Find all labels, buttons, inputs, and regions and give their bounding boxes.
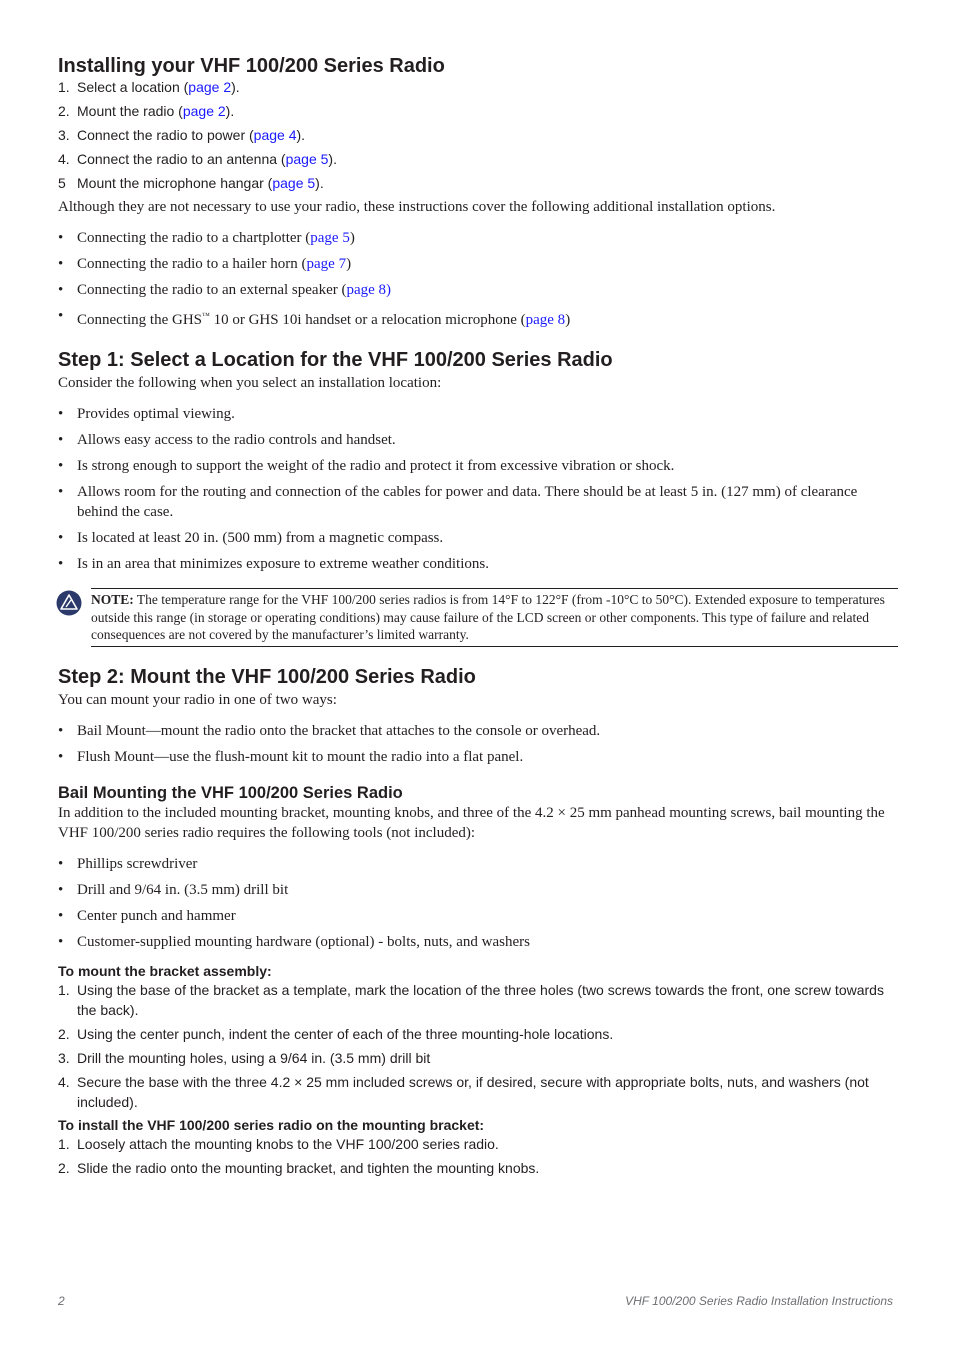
- step-number: 2.: [58, 103, 70, 119]
- step-number: 3.: [58, 127, 70, 143]
- list-item: [58, 101, 898, 121]
- bullet: •: [58, 530, 64, 546]
- step-number: 1.: [58, 981, 70, 998]
- page-content: [58, 53, 898, 1182]
- item-text: Center punch and hammer: [77, 907, 236, 924]
- list-item: [58, 932, 898, 952]
- step1-intro: Consider the following when you select an installation location:: [58, 375, 442, 391]
- step-text: Secure the base with the three 4.2 × 25 mm included screws or, if desired, secure with appropriate bolts, nuts, and washers (not included).: [77, 1073, 869, 1110]
- step-end: ).: [328, 151, 337, 167]
- section-title-installing: Installing your VHF 100/200 Series Radio: [58, 55, 445, 77]
- install-radio-steps-list: [58, 1134, 898, 1178]
- step-number: 2.: [58, 1159, 70, 1176]
- item-text: Drill and 9/64 in. (3.5 mm) drill bit: [77, 881, 289, 898]
- item-text: Is strong enough to support the weight of the radio and protect it from excessive vibration or shock.: [77, 458, 675, 474]
- bullet: •: [58, 484, 64, 500]
- list-item: [58, 1024, 898, 1044]
- note-callout: [58, 588, 898, 647]
- item-text: Is in an area that minimizes exposure to extreme weather conditions.: [77, 556, 489, 572]
- bracket-steps-list: [58, 980, 898, 1112]
- bullet: •: [58, 256, 64, 272]
- procedure-title-bracket: To mount the bracket assembly:: [58, 962, 272, 979]
- bullet: •: [58, 406, 64, 422]
- page-link[interactable]: page 8): [346, 282, 392, 298]
- step-end: ).: [225, 103, 235, 119]
- bullet: •: [58, 432, 64, 448]
- list-item: [58, 77, 898, 97]
- step-text: Select a location (: [77, 79, 189, 95]
- location-criteria-list: [58, 404, 898, 574]
- page-link[interactable]: page 5: [285, 151, 329, 167]
- bullet: •: [58, 458, 64, 474]
- install-intro: Although they are not necessary to use your radio, these instructions cover the following additional installation options.: [58, 199, 776, 215]
- bullet: •: [58, 722, 64, 739]
- list-item: [58, 149, 898, 169]
- item-text: Phillips screwdriver: [77, 855, 198, 872]
- warning-triangle-icon: [56, 590, 82, 616]
- step-number: 2.: [58, 1025, 70, 1042]
- step-end: ).: [315, 175, 324, 191]
- option-text: Connecting the radio to an external speaker (: [77, 282, 347, 298]
- page-number: 2: [58, 1294, 65, 1308]
- item-text: Customer-supplied mounting hardware (optional) - bolts, nuts, and washers: [77, 933, 530, 950]
- step-number: 5: [58, 175, 66, 191]
- subsection-title-bail: Bail Mounting the VHF 100/200 Series Radio: [58, 783, 403, 802]
- option-end: ): [349, 230, 355, 246]
- step-text: Connect the radio to an antenna (: [77, 151, 286, 167]
- list-item: [58, 173, 898, 193]
- note-body: The temperature range for the VHF 100/200 series radios is from 14°F to 122°F (from -10°C to 50°C). Extended exposure to temperatures outside this range (in storage or operating conditions) may cause failure of the LCD screen or other components. This type of failure and related consequences are not covered by the manufacturer’s limited warranty.: [91, 592, 885, 642]
- item-text: Is located at least 20 in. (500 mm) from a magnetic compass.: [77, 530, 444, 546]
- tools-list: [58, 854, 898, 952]
- list-item: [58, 306, 898, 330]
- step-text: Mount the microphone hangar (: [77, 175, 273, 191]
- step-end: ).: [296, 127, 306, 143]
- page-link[interactable]: page 8: [525, 312, 566, 328]
- item-text: Bail Mount—mount the radio onto the bracket that attaches to the console or overhead.: [77, 722, 601, 739]
- note-text-block: [91, 588, 898, 647]
- step-text: Using the base of the bracket as a template, mark the location of the three holes (two screws towards the front, one screw towards the back).: [77, 981, 884, 1018]
- procedure-title-install: To install the VHF 100/200 series radio on the mounting bracket:: [58, 1116, 485, 1133]
- step-number: 3.: [58, 1049, 70, 1066]
- page-footer: [58, 1294, 893, 1308]
- list-item: [58, 528, 898, 548]
- item-text: Provides optimal viewing.: [77, 406, 235, 422]
- list-item: [58, 482, 898, 522]
- bullet: •: [58, 282, 64, 298]
- option-end: ): [565, 312, 571, 328]
- list-item: [58, 906, 898, 926]
- step-number: 4.: [58, 1073, 70, 1090]
- page-link[interactable]: page 5: [272, 175, 316, 191]
- bullet: •: [58, 230, 64, 246]
- list-item: [58, 1072, 898, 1112]
- option-text: Connecting the GHS: [77, 312, 202, 328]
- list-item: [58, 228, 898, 248]
- page-link[interactable]: page 7: [306, 256, 347, 272]
- option-text: Connecting the radio to a hailer horn (: [77, 256, 307, 272]
- page-link[interactable]: page 4: [253, 127, 297, 143]
- step-end: ).: [231, 79, 240, 95]
- item-text: Allows easy access to the radio controls and handset.: [77, 432, 396, 448]
- list-item: [58, 404, 898, 424]
- bullet: •: [58, 308, 64, 324]
- step-text: Mount the radio (: [77, 103, 183, 119]
- list-item: [58, 456, 898, 476]
- step-text: Drill the mounting holes, using a 9/64 in. (3.5 mm) drill bit: [77, 1049, 431, 1066]
- option-end: ): [346, 256, 352, 272]
- list-item: [58, 280, 898, 300]
- bullet: •: [58, 907, 64, 924]
- step-text: Slide the radio onto the mounting bracket, and tighten the mounting knobs.: [77, 1159, 540, 1176]
- page-link[interactable]: page 2: [188, 79, 232, 95]
- install-options-list: [58, 228, 898, 330]
- bullet: •: [58, 748, 64, 765]
- page-link[interactable]: page 2: [182, 103, 226, 119]
- step-number: 4.: [58, 151, 70, 167]
- mount-types-list: [58, 721, 898, 767]
- step-number: 1.: [58, 1135, 70, 1152]
- list-item: [58, 854, 898, 874]
- step-text: Using the center punch, indent the center of each of the three mounting-hole locations.: [77, 1025, 614, 1042]
- page-link[interactable]: page 5: [310, 230, 350, 246]
- bail-intro: In addition to the included mounting bracket, mounting knobs, and three of the 4.2 × 25 mm panhead mounting screws, bail mounting the VHF 100/200 series radio requires the following tools (not included):: [58, 804, 885, 841]
- option-text: Connecting the radio to a chartplotter (: [77, 230, 311, 246]
- section-title-step1: Step 1: Select a Location for the VHF 100/200 Series Radio: [58, 349, 613, 371]
- section-title-step2: Step 2: Mount the VHF 100/200 Series Radio: [58, 665, 476, 688]
- step-text: Loosely attach the mounting knobs to the VHF 100/200 series radio.: [77, 1135, 499, 1152]
- item-text: Allows room for the routing and connection of the cables for power and data. There should be at least 5 in. (127 mm) of clearance behind the case.: [77, 484, 858, 520]
- trademark-mark: ™: [202, 311, 210, 320]
- list-item: [58, 254, 898, 274]
- step-number: 1.: [58, 79, 70, 95]
- bullet: •: [58, 881, 64, 898]
- item-text: Flush Mount—use the flush-mount kit to mount the radio into a flat panel.: [77, 748, 524, 765]
- list-item: [58, 980, 898, 1020]
- note-label: NOTE:: [91, 592, 134, 607]
- list-item: [58, 554, 898, 574]
- bullet: •: [58, 855, 64, 872]
- bullet: •: [58, 556, 64, 572]
- bullet: •: [58, 933, 64, 950]
- list-item: [58, 1158, 898, 1178]
- list-item: [58, 1134, 898, 1154]
- step2-intro: You can mount your radio in one of two ways:: [58, 691, 337, 708]
- list-item: [58, 430, 898, 450]
- list-item: [58, 125, 898, 145]
- list-item: [58, 880, 898, 900]
- list-item: [58, 1048, 898, 1068]
- list-item: [58, 721, 898, 741]
- install-steps-list: [58, 77, 898, 193]
- document-title: VHF 100/200 Series Radio Installation Instructions: [625, 1294, 893, 1308]
- step-text: Connect the radio to power (: [77, 127, 254, 143]
- option-text: 10 or GHS 10i handset or a relocation microphone (: [209, 312, 526, 328]
- list-item: [58, 747, 898, 767]
